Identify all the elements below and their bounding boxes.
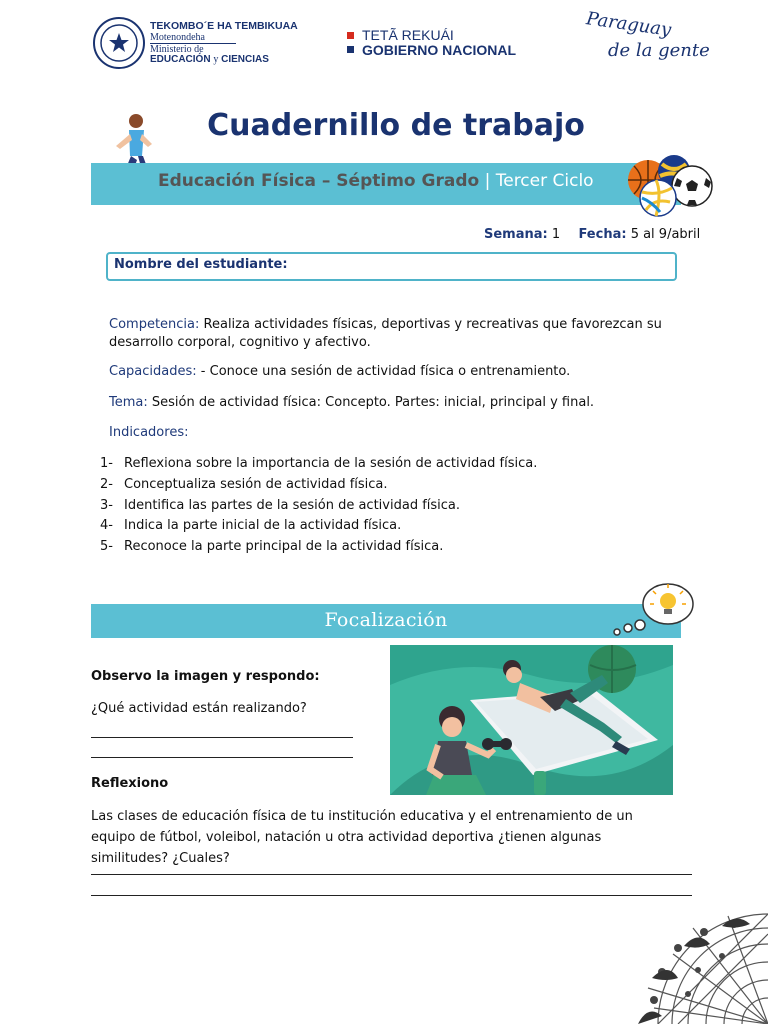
gov-blue-square-icon — [347, 46, 354, 53]
list-item-number: 4- — [100, 518, 113, 534]
tema-label: Tema: — [109, 395, 148, 410]
list-item — [100, 456, 660, 477]
list-item-text: Reconoce la parte principal de la actividad física. — [124, 539, 444, 554]
mandala-decoration — [618, 908, 768, 1024]
capacidades-text: - Conoce una sesión de actividad física o entrenamiento. — [200, 364, 571, 379]
list-item-text: Conceptualiza sesión de actividad física. — [124, 476, 388, 492]
answer-line[interactable] — [91, 757, 353, 758]
indicadores-list — [100, 456, 660, 560]
reflexiono-text: Las clases de educación física de tu institución educativa y el entrenamiento de un equipo de fútbol, voleibol, natación u otra actividad deportiva ¿tienen algunas similitudes? ¿Cuales? — [91, 809, 633, 866]
answer-line[interactable] — [91, 874, 692, 875]
gov-tetã-rekuai: TETÃ REKUÁI — [362, 27, 454, 43]
list-item — [100, 477, 660, 498]
list-item — [100, 518, 660, 539]
ministry-education-word: EDUCACIÓN — [150, 54, 211, 65]
tema-block — [109, 394, 669, 412]
subject-name: Educación Física – Séptimo Grado — [158, 171, 480, 191]
gov-gobierno-nacional: GOBIERNO NACIONAL — [362, 42, 516, 58]
focalizacion-title: Focalización — [324, 609, 448, 631]
ministry-motenondeha: Motenondeha — [150, 32, 205, 43]
page-title: Cuadernillo de trabajo — [207, 108, 585, 143]
competencia-block — [109, 316, 669, 352]
list-item-text: Indica la parte inicial de la actividad física. — [124, 518, 402, 534]
activity-question: ¿Qué actividad están realizando? — [91, 701, 307, 716]
slogan-de-la-gente: de la gente — [608, 40, 710, 61]
date-value: 5 al 9/abril — [630, 227, 701, 242]
list-item-text: Identifica las partes de la sesión de actividad física. — [124, 497, 461, 513]
observo-heading: Observo la imagen y respondo: — [91, 669, 320, 684]
ministry-ciencias: CIENCIAS — [221, 54, 269, 65]
capacidades-label: Capacidades: — [109, 364, 197, 379]
indicadores-label: Indicadores: — [109, 425, 189, 440]
slogan-paraguay: Paraguay — [584, 8, 673, 41]
ministry-ministerio: Ministerio de — [150, 44, 204, 55]
list-item-number: 2- — [100, 476, 113, 492]
subject-separator: | — [484, 171, 491, 191]
ministry-y: y — [213, 54, 219, 65]
sports-balls-illustration — [626, 152, 714, 218]
gov-red-square-icon — [347, 32, 354, 39]
tema-text: Sesión de actividad física: Concepto. Partes: inicial, principal y final. — [151, 395, 595, 410]
answer-line[interactable] — [91, 737, 353, 738]
capacidades-block — [109, 363, 669, 381]
list-item — [100, 539, 660, 560]
list-item-text: Reflexiona sobre la importancia de la sesión de actividad física. — [124, 456, 538, 471]
subject-cycle: Tercer Ciclo — [495, 171, 594, 191]
exercise-illustration — [390, 645, 673, 795]
subject-banner-text — [158, 169, 594, 193]
competencia-text: Realiza actividades físicas, deportivas y recreativas que favorezcan su desarrollo corporal, cognitivo y afectivo. — [109, 317, 662, 350]
list-item — [100, 498, 660, 519]
student-name-label: Nombre del estudiante: — [114, 257, 288, 272]
ministry-name-guarani: TEKOMBO´E HA TEMBIKUAA — [150, 20, 298, 32]
week-label: Semana: — [484, 227, 548, 242]
week-date-line — [484, 227, 700, 243]
list-item-number: 1- — [100, 456, 113, 471]
reflexiono-heading: Reflexiono — [91, 776, 169, 791]
list-item-number: 3- — [100, 497, 113, 513]
ministry-education — [150, 54, 269, 65]
thought-bubble-lightbulb-icon — [608, 582, 698, 638]
answer-line[interactable] — [91, 895, 692, 896]
list-item-number: 5- — [100, 539, 113, 554]
competencia-label: Competencia: — [109, 317, 200, 332]
ministry-seal — [92, 16, 146, 70]
week-value: 1 — [551, 227, 561, 242]
date-label: Fecha: — [578, 227, 627, 242]
